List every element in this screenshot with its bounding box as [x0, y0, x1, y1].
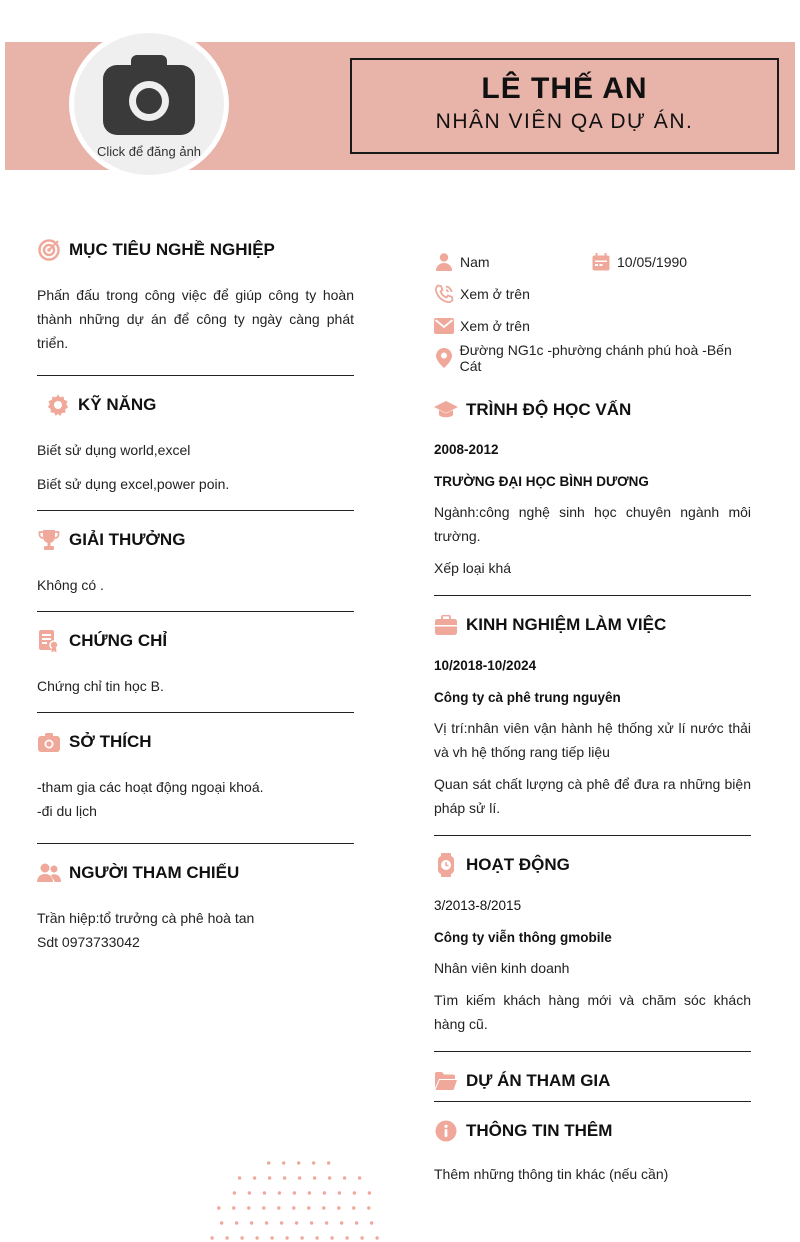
projects-title: DỰ ÁN THAM GIA	[466, 1071, 611, 1090]
decorative-dot	[352, 1206, 355, 1209]
experience-duty: Quan sát chất lượng cà phê để đưa ra những biện pháp sử lí.	[434, 776, 751, 816]
decorative-dot	[292, 1206, 295, 1209]
camera-icon	[103, 55, 195, 140]
education-title: TRÌNH ĐỘ HỌC VẤN	[466, 400, 632, 419]
decorative-dot	[283, 1176, 286, 1179]
certificates-header	[37, 627, 354, 655]
email-row	[434, 310, 751, 342]
skill-item: Biết sử dụng excel,power poin.	[37, 476, 230, 492]
decorative-dot	[312, 1161, 315, 1164]
decorative-dot	[310, 1221, 313, 1224]
name-box	[350, 58, 779, 154]
references-title: NGƯỜI THAM CHIẾU	[69, 863, 240, 882]
education-major: Ngành:công nghệ sinh học chuyên ngành môi trường.	[434, 504, 751, 544]
briefcase-icon	[434, 613, 458, 637]
decorative-dot	[328, 1176, 331, 1179]
calendar-icon	[591, 252, 611, 272]
divider	[37, 375, 354, 376]
decorative-dot	[322, 1206, 325, 1209]
decorative-dot	[360, 1236, 363, 1239]
decorative-dot	[355, 1221, 358, 1224]
decorative-dot	[253, 1176, 256, 1179]
decorative-dot	[263, 1191, 266, 1194]
photo-upload[interactable]	[69, 28, 229, 180]
skills-header	[37, 391, 354, 419]
more-info-text: Thêm những thông tin khác (nếu cần)	[434, 1166, 669, 1182]
decorative-dot	[235, 1221, 238, 1224]
decorative-dot	[330, 1236, 333, 1239]
decorative-dot	[293, 1191, 296, 1194]
decorative-dot	[300, 1236, 303, 1239]
decorative-dot	[368, 1191, 371, 1194]
activities-role: Nhân viên kinh doanh	[434, 960, 570, 976]
experience-header	[434, 611, 751, 639]
activities-header	[434, 851, 751, 879]
decorative-dot	[232, 1206, 235, 1209]
decorative-dot	[308, 1191, 311, 1194]
certificates-text: Chứng chỉ tin học B.	[37, 678, 164, 694]
awards-text: Không có .	[37, 577, 104, 593]
left-column	[37, 236, 354, 954]
decorative-dot	[265, 1221, 268, 1224]
objective-title: MỤC TIÊU NGHỀ NGHIỆP	[69, 240, 275, 259]
decorative-dot	[315, 1236, 318, 1239]
job-title: NHÂN VIÊN QA DỰ ÁN.	[435, 110, 694, 133]
divider	[434, 1101, 751, 1102]
decorative-dot	[337, 1206, 340, 1209]
gender-row	[434, 246, 751, 278]
person-icon	[434, 252, 454, 272]
decorative-dot	[370, 1221, 373, 1224]
decorative-dot	[327, 1161, 330, 1164]
more-info-header	[434, 1117, 751, 1145]
projects-header	[434, 1067, 751, 1095]
decorative-dot	[270, 1236, 273, 1239]
education-header	[434, 396, 751, 424]
folder-icon	[434, 1069, 458, 1093]
divider	[37, 712, 354, 713]
gender-text: Nam	[460, 254, 490, 270]
certificates-title: CHỨNG CHỈ	[69, 631, 168, 650]
camera-icon	[37, 730, 61, 754]
experience-period: 10/2018-10/2024	[434, 658, 537, 673]
birthday-text: 10/05/1990	[617, 254, 688, 270]
address-text: Đường NG1c -phường chánh phú hoà -Bến Cát	[459, 342, 732, 374]
phone-text: Xem ở trên	[460, 286, 530, 302]
decorative-dot	[295, 1221, 298, 1224]
divider	[37, 843, 354, 844]
education-grade: Xếp loại khá	[434, 560, 512, 576]
address-row	[434, 342, 751, 374]
hobby-item: -đi du lịch	[37, 803, 97, 819]
awards-title: GIẢI THƯỞNG	[69, 530, 186, 549]
gear-icon	[46, 393, 70, 417]
education-period: 2008-2012	[434, 442, 499, 457]
divider	[434, 595, 751, 596]
decorative-dot	[250, 1221, 253, 1224]
target-icon	[37, 238, 61, 262]
decorative-dot	[262, 1206, 265, 1209]
divider	[434, 1051, 751, 1052]
contact-info	[434, 246, 751, 374]
decorative-dot	[298, 1176, 301, 1179]
decorative-dot-pattern	[200, 1155, 400, 1242]
decorative-dot	[353, 1191, 356, 1194]
decorative-dot	[297, 1161, 300, 1164]
experience-company: Công ty cà phê trung nguyên	[434, 690, 621, 705]
decorative-dot	[277, 1206, 280, 1209]
decorative-dot	[358, 1176, 361, 1179]
phone-row	[434, 278, 751, 310]
photo-caption: Click để đăng ảnh	[96, 144, 202, 159]
activities-title: HOẠT ĐỘNG	[466, 855, 570, 874]
activities-desc: Tìm kiếm khách hàng mới và chăm sóc khách hàng cũ.	[434, 992, 751, 1032]
decorative-dot	[323, 1191, 326, 1194]
objective-text: Phấn đấu trong công việc để giúp công ty hoàn thành những dự án để công ty ngày càng phát triển.	[37, 287, 354, 351]
reference-item: Trần hiệp:tổ trưởng cà phê hoà tan	[37, 910, 255, 926]
decorative-dot	[313, 1176, 316, 1179]
decorative-dot	[233, 1191, 236, 1194]
watch-icon	[434, 853, 458, 877]
location-pin-icon	[434, 348, 454, 368]
mail-icon	[434, 316, 454, 336]
decorative-dot	[280, 1221, 283, 1224]
decorative-dot	[225, 1236, 228, 1239]
objective-header	[37, 236, 354, 264]
email-text: Xem ở trên	[460, 318, 530, 334]
decorative-dot	[345, 1236, 348, 1239]
hobbies-title: SỞ THÍCH	[69, 732, 152, 751]
hobbies-header	[37, 728, 354, 756]
references-header	[37, 859, 354, 887]
right-column	[434, 246, 751, 1186]
decorative-dot	[282, 1161, 285, 1164]
awards-header	[37, 526, 354, 554]
divider	[37, 611, 354, 612]
certificate-icon	[37, 629, 61, 653]
decorative-dot	[278, 1191, 281, 1194]
skill-item: Biết sử dụng world,excel	[37, 442, 191, 458]
decorative-dot	[210, 1236, 213, 1239]
decorative-dot	[338, 1191, 341, 1194]
decorative-dot	[217, 1206, 220, 1209]
activities-period: 3/2013-8/2015	[434, 898, 522, 913]
decorative-dot	[220, 1221, 223, 1224]
decorative-dot	[267, 1161, 270, 1164]
more-info-title: THÔNG TIN THÊM	[466, 1121, 613, 1140]
decorative-dot	[325, 1221, 328, 1224]
decorative-dot	[238, 1176, 241, 1179]
decorative-dot	[285, 1236, 288, 1239]
experience-title: KINH NGHIỆM LÀM VIỆC	[466, 615, 667, 634]
decorative-dot	[343, 1176, 346, 1179]
decorative-dot	[248, 1191, 251, 1194]
decorative-dot	[255, 1236, 258, 1239]
users-icon	[37, 861, 61, 885]
reference-item: Sdt 0973733042	[37, 934, 140, 950]
education-school: TRƯỜNG ĐẠI HỌC BÌNH DƯƠNG	[434, 474, 649, 489]
decorative-dot	[307, 1206, 310, 1209]
skills-title: KỸ NĂNG	[78, 395, 157, 414]
divider	[434, 835, 751, 836]
activities-company: Công ty viễn thông gmobile	[434, 930, 612, 945]
decorative-dot	[375, 1236, 378, 1239]
decorative-dot	[367, 1206, 370, 1209]
hobby-item: -tham gia các hoạt động ngoại khoá.	[37, 779, 264, 795]
decorative-dot	[247, 1206, 250, 1209]
divider	[37, 510, 354, 511]
full-name: LÊ THẾ AN	[481, 72, 648, 105]
trophy-icon	[37, 528, 61, 552]
experience-position: Vị trí:nhân viên vận hành hệ thống xử lí nước thải và vh hệ thống rang tiếp liệu	[434, 720, 751, 760]
phone-icon	[434, 284, 454, 304]
info-icon	[434, 1119, 458, 1143]
graduation-cap-icon	[434, 398, 458, 422]
decorative-dot	[268, 1176, 271, 1179]
decorative-dot	[340, 1221, 343, 1224]
decorative-dot	[240, 1236, 243, 1239]
